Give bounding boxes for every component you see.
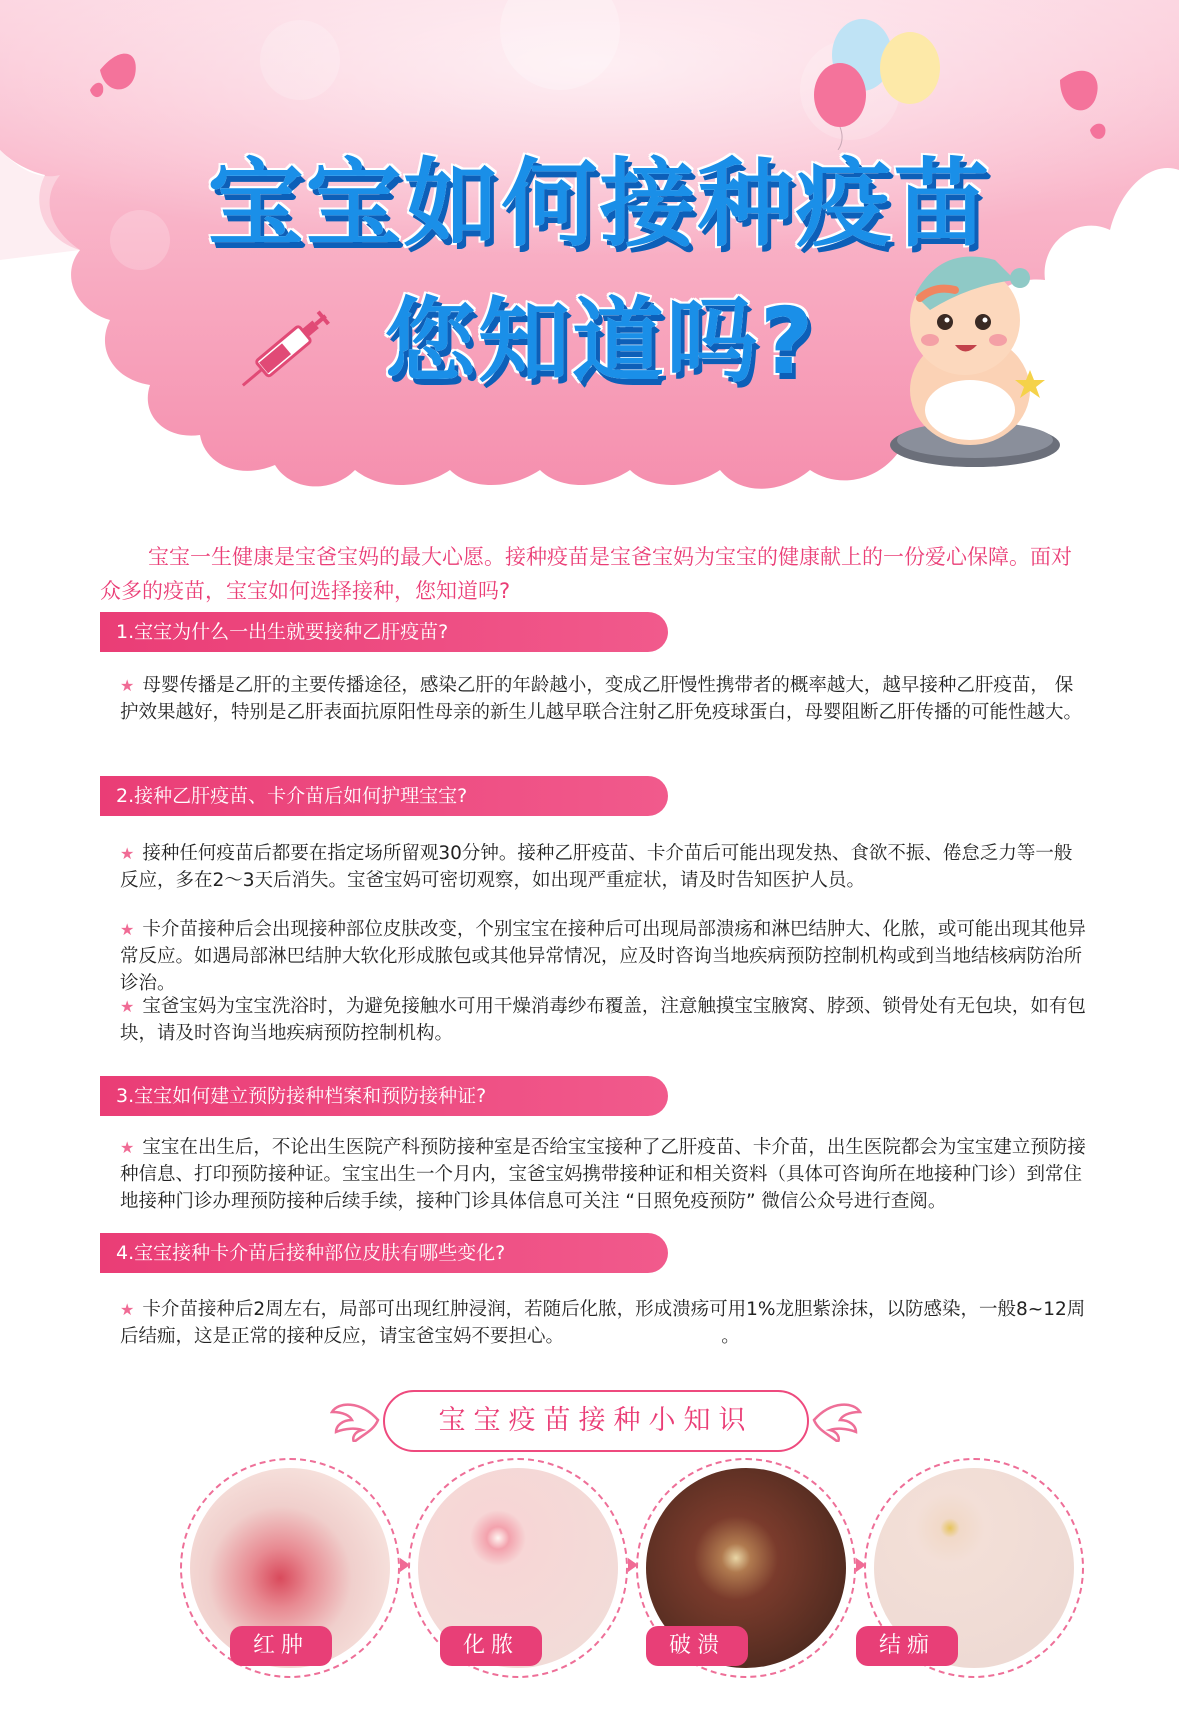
star-icon: ★ bbox=[120, 676, 135, 695]
star-icon: ★ bbox=[120, 1138, 135, 1157]
header-banner bbox=[0, 0, 1179, 560]
angel-wing-icon bbox=[330, 1398, 380, 1442]
knowledge-section bbox=[0, 1380, 1179, 1460]
section-2-heading: 2.接种乙肝疫苗、卡介苗后如何护理宝宝? bbox=[100, 776, 668, 816]
angel-wing-icon bbox=[812, 1398, 862, 1442]
star-icon: ★ bbox=[120, 844, 135, 863]
section-2-paragraph-1: ★ 接种任何疫苗后都要在指定场所留观30分钟。接种乙肝疫苗、卡介苗后可能出现发热、食欲不振、倦怠乏力等一般反应，多在2～3天后消失。宝爸宝妈可密切观察，如出现严重症状，请及时告知医护人员。 bbox=[120, 843, 1073, 891]
page-title-line-2: 您知道吗? bbox=[383, 288, 816, 395]
stage-label-2: 化脓 bbox=[440, 1626, 542, 1666]
section-4-paragraph-1: ★ 卡介苗接种后2周左右，局部可出现红肿浸润，若随后化脓，形成溃疡可用1%龙胆紫涂抹，以防感染，一般8~12周后结痂，这是正常的接种反应，请宝爸宝妈不要担心。 。 bbox=[120, 1299, 1086, 1347]
section-3-paragraph-1: ★ 宝宝在出生后，不论出生医院产科预防接种室是否给宝宝接种了乙肝疫苗、卡介苗，出生医院都会为宝宝建立预防接种信息、打印预防接种证。宝宝出生一个月内，宝爸宝妈携带接种证和相关资料（具体可咨询所在地接种门诊）到常住地接种门诊办理预防接种后续手续，接种门诊具体信息可关注 “日照免疫预防” 微信公众号进行查阅。 bbox=[120, 1137, 1086, 1212]
page-title-line-1: 宝宝如何接种疫苗 bbox=[207, 148, 992, 260]
star-icon: ★ bbox=[120, 920, 135, 939]
stage-label-4: 结痂 bbox=[856, 1626, 958, 1666]
section-2-paragraph-2: ★ 卡介苗接种后会出现接种部位皮肤改变，个别宝宝在接种后可出现局部溃疡和淋巴结肿大、化脓，或可能出现其他异常反应。如遇局部淋巴结肿大软化形成脓包或其他异常情况，应及时咨询当地疾病预防控制机构或到当地结核病防治所诊治。 bbox=[120, 919, 1086, 994]
section-1-heading: 1.宝宝为什么一出生就要接种乙肝疫苗? bbox=[100, 612, 668, 652]
skin-change-stages bbox=[0, 1468, 1179, 1708]
section-2-paragraph-3: ★ 宝爸宝妈为宝宝洗浴时，为避免接触水可用干燥消毒纱布覆盖，注意触摸宝宝腋窝、脖颈、锁骨处有无包块，如有包块，请及时咨询当地疾病预防控制机构。 bbox=[120, 996, 1086, 1044]
intro-paragraph: 宝宝一生健康是宝爸宝妈的最大心愿。接种疫苗是宝爸宝妈为宝宝的健康献上的一份爱心保障。面对众多的疫苗，宝宝如何选择接种，您知道吗? bbox=[100, 545, 1072, 603]
section-1-paragraph-1: ★ 母婴传播是乙肝的主要传播途径，感染乙肝的年龄越小，变成乙肝慢性携带者的概率越大，越早接种乙肝疫苗， 保护效果越好，特别是乙肝表面抗原阳性母亲的新生儿越早联合注射乙肝免疫球蛋白，母婴阻断乙肝传播的可能性越大。 bbox=[120, 675, 1083, 723]
section-4-heading: 4.宝宝接种卡介苗后接种部位皮肤有哪些变化? bbox=[100, 1233, 668, 1273]
stage-label-3: 破溃 bbox=[646, 1626, 748, 1666]
star-icon: ★ bbox=[120, 997, 135, 1016]
star-icon: ★ bbox=[120, 1300, 135, 1319]
section-3-heading: 3.宝宝如何建立预防接种档案和预防接种证? bbox=[100, 1076, 668, 1116]
knowledge-title: 宝宝疫苗接种小知识 bbox=[383, 1390, 809, 1452]
stage-label-1: 红肿 bbox=[230, 1626, 332, 1666]
